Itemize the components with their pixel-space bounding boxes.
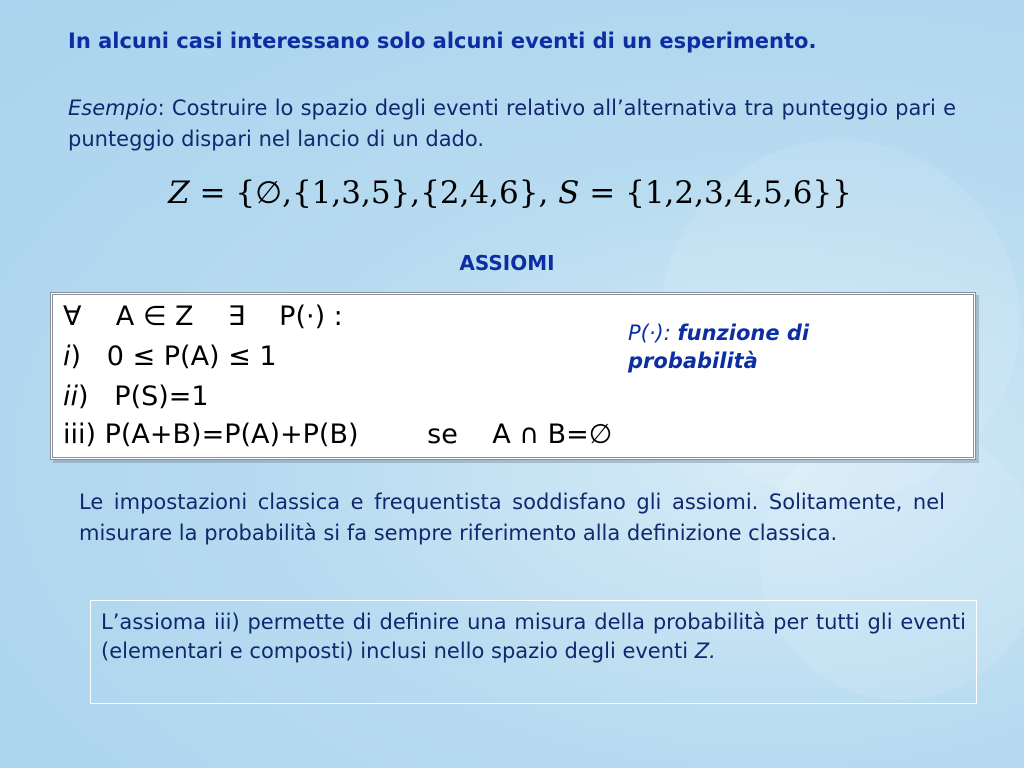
example-label: Esempio (68, 96, 158, 120)
final-box-z: Z. (694, 639, 716, 663)
axiom-i-label: i (63, 341, 71, 372)
final-box-text: L’assioma iii) permette di definire una misura della probabilità per tutti gli eventi (elementari e composti) inclusi nello spazio degli eventi (101, 610, 966, 663)
approaches-paragraph: Le impostazioni classica e frequentista soddisfano gli assiomi. Solitamente, nel misurare la probabilità si fa sempre riferimento alla definizione classica. (79, 490, 945, 545)
formula-z: Z (168, 175, 190, 211)
axiom-quantifier: ∀ A ∈ Z ∃ P(·) : (63, 301, 343, 332)
axiom-i-text: ) 0 ≤ P(A) ≤ 1 (70, 341, 277, 372)
axiom-iii: iii) P(A+B)=P(A)+P(B) se A ∩ B=∅ (63, 419, 613, 450)
formula-s-set: {1,2,3,4,5,6}} (625, 175, 852, 211)
axioms-heading: ASSIOMI (459, 251, 555, 275)
axiom-ii (63, 381, 209, 412)
formula-s-eq: = (589, 175, 616, 211)
note-bold: funzione di probabilità (628, 321, 810, 373)
note-prefix: P(·): (628, 321, 678, 345)
formula-eq: = (199, 175, 226, 211)
axiom-ii-label: ii (63, 381, 79, 412)
formula-set: {∅,{1,3,5},{2,4,6}, (235, 175, 549, 211)
axiom-i (63, 341, 277, 372)
example-body: : Costruire lo spazio degli eventi relativo all’alternativa tra punteggio pari e punteggio dispari nel lancio di un dado. (68, 96, 956, 151)
axiom-iii-note-box (90, 600, 977, 704)
example-text (68, 93, 956, 155)
axioms-box (50, 292, 976, 460)
probability-function-note (628, 319, 928, 375)
formula-s: S (558, 175, 580, 211)
axiom-ii-text: ) P(S)=1 (78, 381, 209, 412)
event-space-formula (30, 175, 990, 211)
intro-text: In alcuni casi interessano solo alcuni eventi di un esperimento. (68, 29, 817, 53)
